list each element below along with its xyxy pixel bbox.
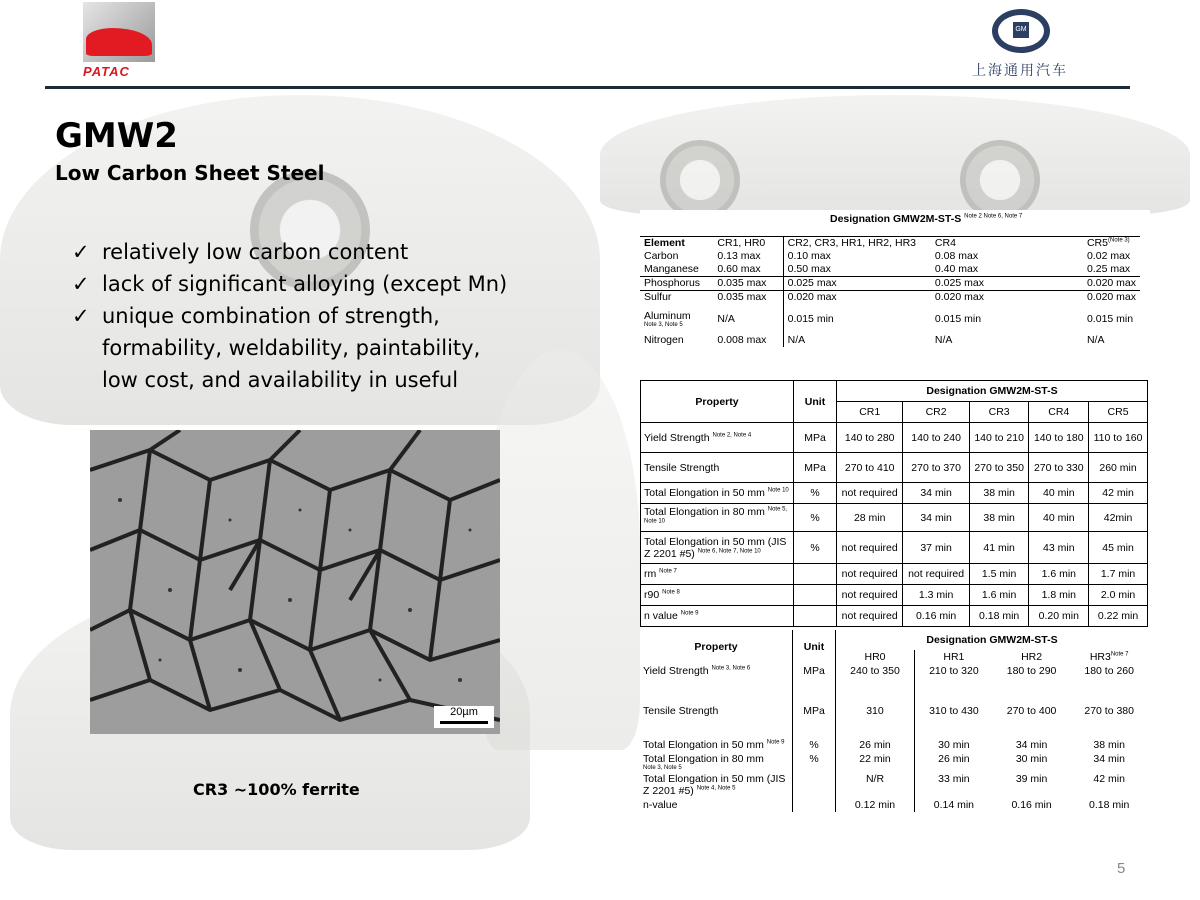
page-number: 5 <box>1117 860 1126 877</box>
table-row: n-value 0.12 min 0.14 min 0.16 min 0.18 min <box>643 799 1130 811</box>
slide-subtitle: Low Carbon Sheet Steel <box>55 161 325 185</box>
table-row: Sulfur 0.035 max 0.020 max 0.020 max 0.020 max <box>640 291 1140 305</box>
table-row: n value $^{Note 9}$ not required 0.16 min 0.18 min 0.20 min 0.22 min <box>641 606 1148 627</box>
table-header-row: Property Unit Designation GMW2M-ST-S <box>640 630 1148 650</box>
table-header-row: Property Unit Designation GMW2M-ST-S <box>641 381 1148 402</box>
table-row: Manganese 0.60 max 0.50 max 0.40 max 0.25 max <box>644 263 1131 275</box>
micrograph-scale-bar <box>434 706 494 728</box>
table-row: Carbon 0.13 max 0.10 max 0.08 max 0.02 max <box>644 250 1131 262</box>
check-icon: ✓ <box>72 304 90 328</box>
gm-logo-text: 上海通用汽车 <box>972 62 1068 78</box>
table-row: Total Elongation in 50 mm $^{Note 10}$ % not required 34 min 38 min 40 min 42 min <box>641 483 1148 504</box>
slide-title: GMW2 <box>55 116 178 156</box>
bullet-item <box>72 268 512 300</box>
table-row: Total Elongation in 50 mm (JIS Z 2201 #5) $^{Note 4, Note 5}$ N/R 33 min 39 min 42 min <box>643 773 1125 797</box>
table-header-row: HR0 HR1 HR2 $HR3^{Note 7}$ <box>640 650 1148 664</box>
bullet-text: relatively low carbon content <box>102 240 409 264</box>
bullet-list <box>72 236 512 396</box>
patac-logo-text: PATAC <box>83 64 130 79</box>
hr-properties-table <box>640 630 1150 848</box>
cr-properties-table <box>640 380 1150 627</box>
table-row: Phosphorus 0.035 max 0.025 max 0.025 max 0.020 max <box>640 277 1140 291</box>
gm-shanghai-logo <box>970 5 1130 80</box>
table-row: r90 $^{Note 8}$ not required 1.3 min 1.6 min 1.8 min 2.0 min <box>641 585 1148 606</box>
micrograph-caption: CR3 ~100% ferrite <box>193 780 360 799</box>
gm-logo-box: GM <box>1013 22 1029 38</box>
composition-table <box>640 210 1150 365</box>
table-row: Total Elongation in 50 mm $^{Note 9}$ % 26 min 30 min 34 min 38 min <box>643 739 1125 751</box>
micrograph-image <box>90 430 500 734</box>
table-row: Total Elongation in 80 mm Note 3, Note 5 % 22 min 26 min 30 min 34 min <box>643 753 1125 771</box>
header-divider <box>45 86 1130 89</box>
table-row: Nitrogen 0.008 max N/A N/A N/A <box>644 334 1105 346</box>
table-header-row: CR1 CR2 CR3 CR4 CR5 <box>641 402 1148 423</box>
patac-logo <box>80 2 160 80</box>
bullet-item <box>72 236 512 268</box>
table-row: rm $^{Note 7}$ not required not required 1.5 min 1.6 min 1.7 min <box>641 564 1148 585</box>
bullet-text: unique combination of strength, formability, weldability, paintability, low cost, and availability in useful <box>102 304 481 392</box>
table-row: Total Elongation in 80 mm $^{Note 5, Note 10}$ % 28 min 34 min 38 min 40 min 42min <box>641 504 1148 532</box>
table-row: Tensile Strength MPa 270 to 410 270 to 370 270 to 350 270 to 330 260 min <box>641 453 1148 483</box>
table-row: Yield Strength $^{Note 3, Note 6}$ MPa 240 to 350 210 to 320 180 to 290 180 to 260 <box>640 664 1148 704</box>
table-row: Total Elongation in 50 mm (JIS Z 2201 #5) $^{Note 6, Note 7, Note 10}$ % not required 37 min 41 min 43 min 45 min <box>641 532 1148 564</box>
table-row: Aluminum Note 3, Note 5 N/A 0.015 min 0.015 min 0.015 min <box>640 304 1140 334</box>
scale-bar-label: 20µm <box>450 706 478 718</box>
table-header-row: Element CR1, HR0 CR2, CR3, HR1, HR2, HR3 CR4 $CR5^{(Note 3)}$ <box>640 237 1140 251</box>
table-row: Yield Strength $^{Note 2, Note 4}$ MPa 140 to 280 140 to 240 140 to 210 140 to 180 110 to 160 <box>641 423 1148 453</box>
check-icon: ✓ <box>72 272 90 296</box>
table-row: Tensile Strength MPa 310 310 to 430 270 to 400 270 to 380 <box>640 704 1148 738</box>
bullet-item <box>72 300 512 396</box>
check-icon: ✓ <box>72 240 90 264</box>
bullet-text: lack of significant alloying (except Mn) <box>102 272 508 296</box>
table-title: Designation GMW2M-ST-S $^{Note 2 Note 6, Note 7}$ <box>830 213 1023 225</box>
